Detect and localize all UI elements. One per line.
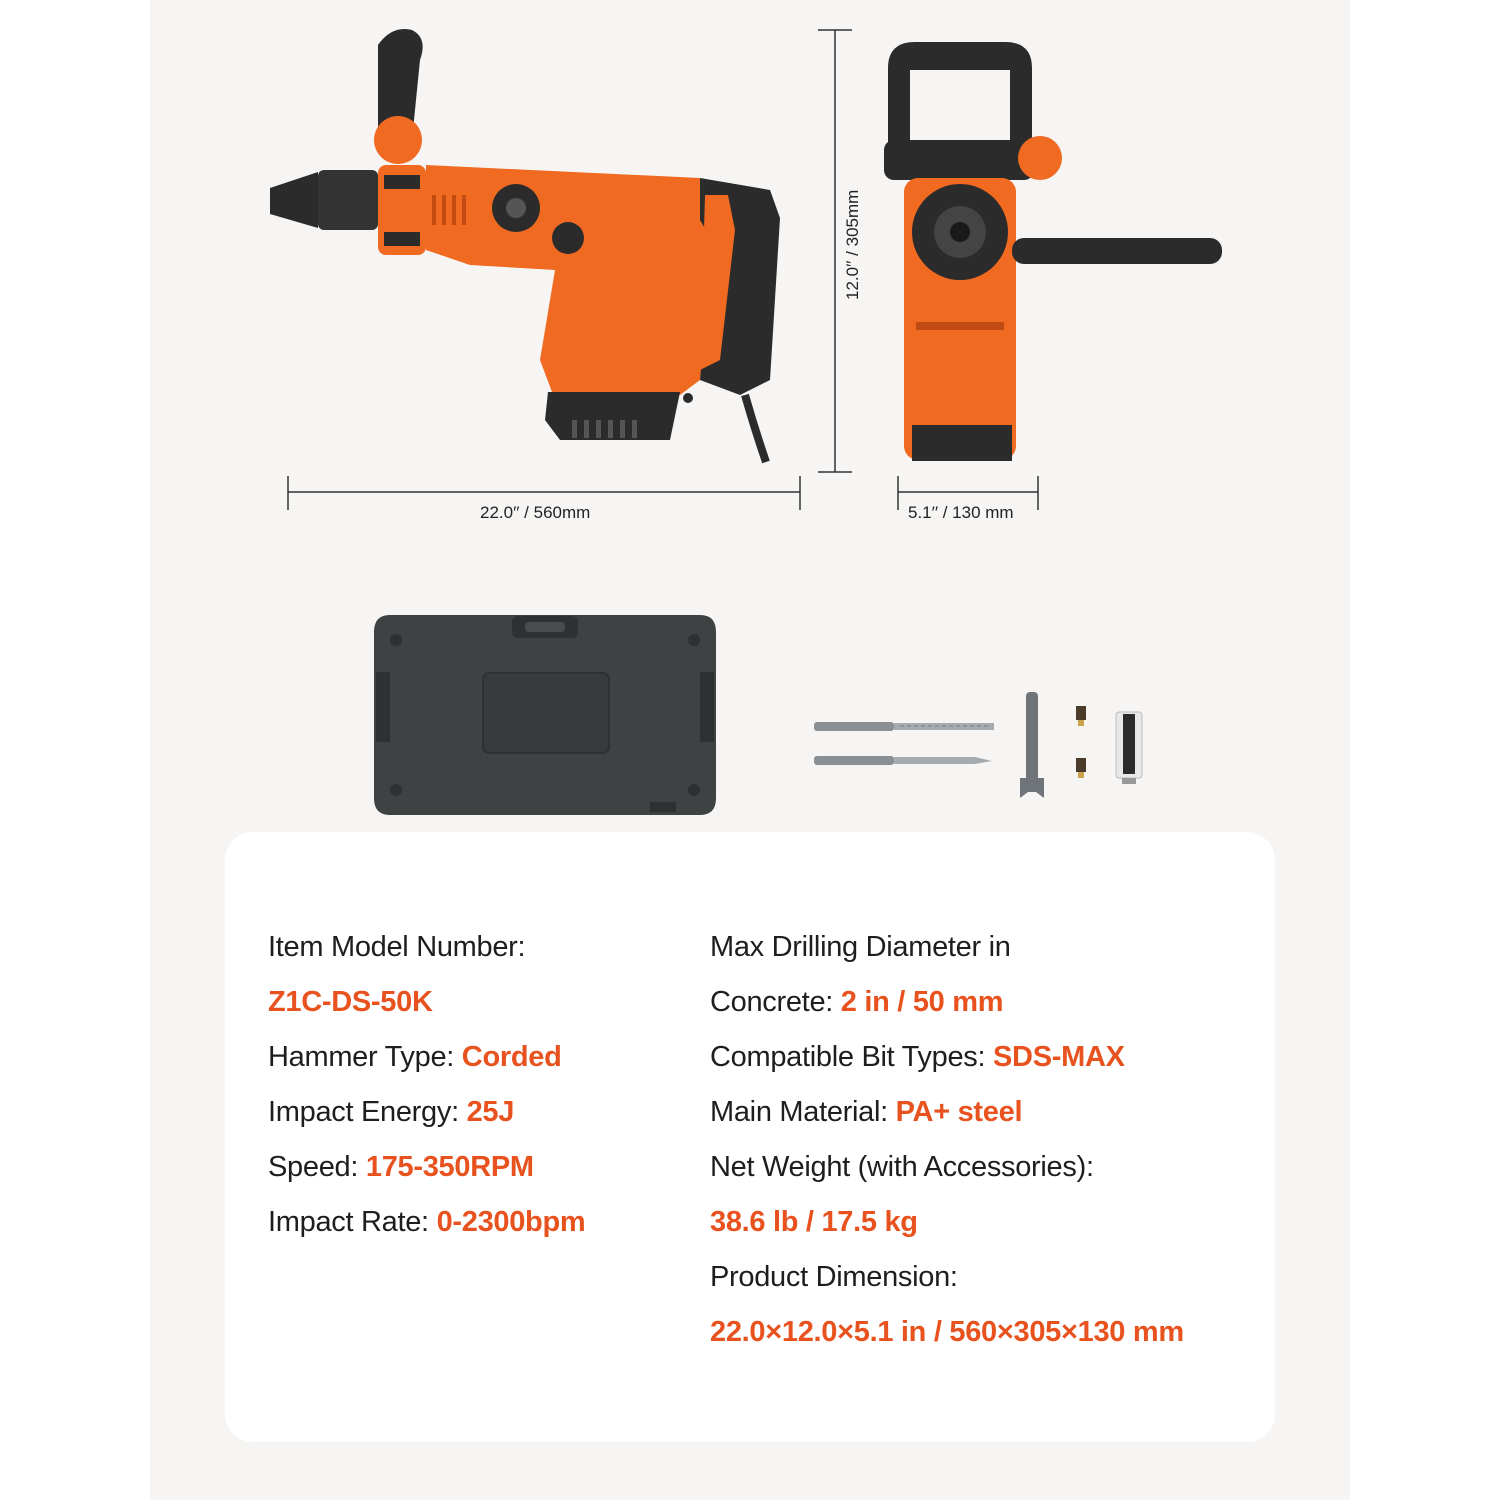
bit-types-label: Compatible Bit Types: [710,1041,994,1073]
max-drilling-value: 2 in / 50 mm [840,986,1004,1018]
length-dimension-label: 22.0′′ / 560mm [480,503,591,522]
wrench [1020,692,1044,798]
drill-bit [814,722,994,731]
hammer-type-label: Hammer Type: [268,1041,462,1073]
max-drilling-row [710,975,1270,1030]
hammer-type-value: Corded [461,1041,562,1073]
model-number-value: Z1C-DS-50K [268,986,433,1018]
impact-energy-row [268,1085,688,1140]
speed-label: Speed: [268,1151,366,1183]
impact-rate-label: Impact Rate: [268,1206,437,1238]
carrying-case [374,615,716,815]
model-number-label: Item Model Number: [268,931,526,963]
material-row [710,1085,1270,1140]
spec-column-left [268,920,688,1250]
carbon-brush [1076,706,1086,726]
net-weight-label: Net Weight (with Accessories): [710,1151,1094,1183]
impact-energy-value: 25J [466,1096,515,1128]
bit-types-value: SDS-MAX [993,1041,1125,1073]
speed-row [268,1140,688,1195]
carbon-brush [1076,758,1086,778]
impact-rate-row [268,1195,688,1250]
spec-column-right [710,920,1270,1360]
point-chisel [814,756,992,765]
max-drilling-label-cont: Concrete: [710,986,841,1018]
bit-types-row [710,1030,1270,1085]
max-drilling-label: Max Drilling Diameter in [710,931,1011,963]
material-label: Main Material: [710,1096,896,1128]
speed-value: 175-350RPM [365,1151,534,1183]
impact-energy-label: Impact Energy: [268,1096,467,1128]
width-dimension-label: 5.1′′ / 130 mm [908,503,1014,522]
grease-tube [1116,712,1142,784]
height-dimension-label: 12.0′′ / 305mm [843,189,862,300]
accessories [814,692,1142,798]
rotary-hammer-side-view [270,29,780,462]
product-dimension-value: 22.0×12.0×5.1 in / 560×305×130 mm [710,1316,1184,1348]
material-value: PA+ steel [895,1096,1023,1128]
net-weight-value: 38.6 lb / 17.5 kg [710,1206,918,1238]
rotary-hammer-front-view [884,42,1222,461]
product-dimension-label: Product Dimension: [710,1261,958,1293]
hammer-type-row [268,1030,688,1085]
impact-rate-value: 0-2300bpm [436,1206,586,1238]
